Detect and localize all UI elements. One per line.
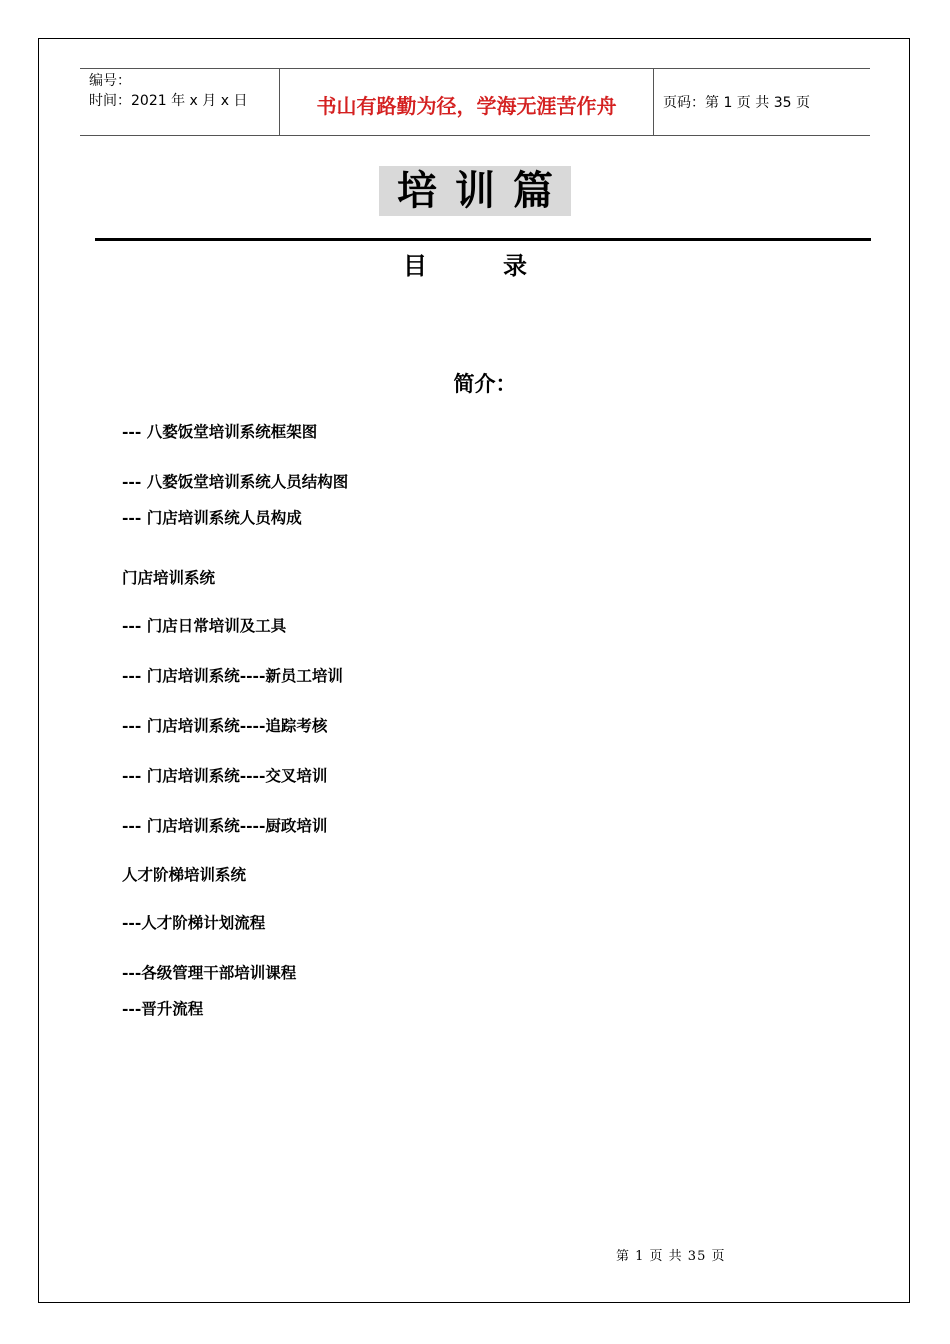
toc-item: --- 门店培训系统----交叉培训 [122, 766, 328, 785]
header-meta [80, 69, 280, 135]
page-header [80, 68, 870, 136]
toc-item: --- 门店培训系统----新员工培训 [122, 666, 343, 685]
toc-item: --- 八婺饭堂培训系统人员结构图 [122, 472, 349, 491]
toc-item: --- 门店培训系统----追踪考核 [122, 716, 328, 735]
toc-item: ---人才阶梯计划流程 [122, 913, 266, 932]
toc-item: ---各级管理干部培训课程 [122, 963, 297, 982]
document-date: 时间：2021 年 x 月 x 日 [89, 93, 248, 109]
toc-section-heading: 人才阶梯培训系统 [122, 865, 247, 884]
toc-item: --- 门店培训系统人员构成 [122, 508, 302, 527]
toc-section-heading: 门店培训系统 [122, 568, 216, 587]
intro-heading: 简介： [453, 371, 517, 396]
toc-item: --- 门店培训系统----厨政培训 [122, 816, 328, 835]
header-page-info: 页码：第 1 页 共 35 页 [663, 95, 810, 111]
page-footer: 第 1 页 共 35 页 [616, 1249, 726, 1264]
document-number-label: 编号： [89, 73, 131, 89]
title-container [0, 166, 950, 216]
toc-title: 目录 [403, 251, 603, 280]
toc-item: --- 八婺饭堂培训系统框架图 [122, 422, 318, 441]
title-divider [95, 238, 871, 241]
toc-item: ---晋升流程 [122, 999, 204, 1018]
header-motto: 书山有路勤为径，学海无涯苦作舟 [280, 69, 654, 135]
toc-item: --- 门店日常培训及工具 [122, 616, 287, 635]
document-title: 培训篇 [379, 166, 571, 216]
